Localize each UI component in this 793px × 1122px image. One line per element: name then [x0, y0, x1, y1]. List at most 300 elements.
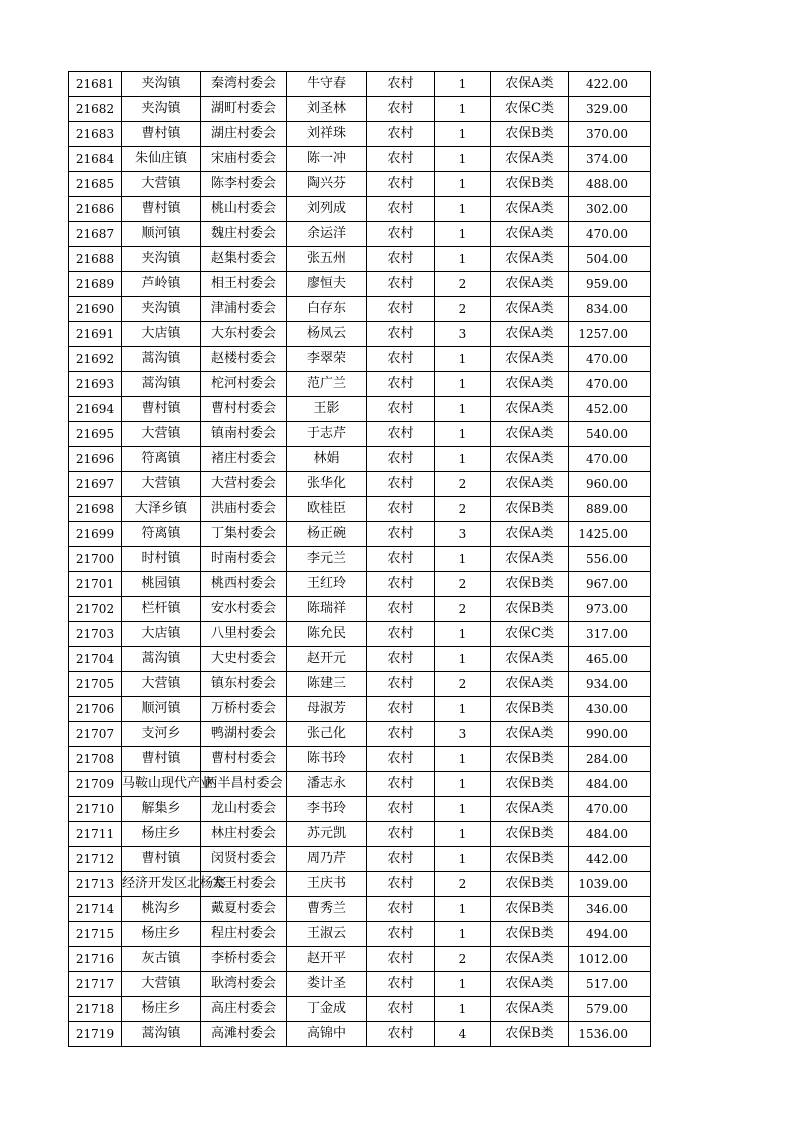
- table-row: [69, 147, 651, 172]
- area-type-cell: 农村: [367, 272, 435, 297]
- record-id-cell: 21695: [69, 422, 122, 447]
- record-id-cell: 21703: [69, 622, 122, 647]
- household-count-cell: 2: [435, 297, 491, 322]
- amount-cell: 934.00: [569, 672, 651, 697]
- record-id-cell: 21682: [69, 97, 122, 122]
- record-id-cell: 21698: [69, 497, 122, 522]
- record-id-cell: 21692: [69, 347, 122, 372]
- insurance-class-cell: 农保A类: [491, 422, 569, 447]
- village-committee-cell: 相王村委会: [201, 272, 287, 297]
- amount-cell: 374.00: [569, 147, 651, 172]
- village-committee-cell: 大王村委会: [201, 872, 287, 897]
- amount-cell: 470.00: [569, 797, 651, 822]
- table-row: [69, 1022, 651, 1047]
- town-cell: 夹沟镇: [122, 247, 201, 272]
- record-id-cell: 21690: [69, 297, 122, 322]
- person-name-cell: 丁金成: [287, 997, 367, 1022]
- household-count-cell: 1: [435, 847, 491, 872]
- table-row: [69, 472, 651, 497]
- village-committee-cell: 柁河村委会: [201, 372, 287, 397]
- household-count-cell: 1: [435, 247, 491, 272]
- household-count-cell: 1: [435, 347, 491, 372]
- household-count-cell: 1: [435, 447, 491, 472]
- household-count-cell: 1: [435, 747, 491, 772]
- household-count-cell: 1: [435, 997, 491, 1022]
- record-id-cell: 21691: [69, 322, 122, 347]
- table-row: [69, 72, 651, 97]
- insurance-class-cell: 农保A类: [491, 147, 569, 172]
- area-type-cell: 农村: [367, 447, 435, 472]
- town-cell: 朱仙庄镇: [122, 147, 201, 172]
- amount-cell: 517.00: [569, 972, 651, 997]
- area-type-cell: 农村: [367, 647, 435, 672]
- village-committee-cell: 程庄村委会: [201, 922, 287, 947]
- person-name-cell: 刘圣林: [287, 97, 367, 122]
- insurance-class-cell: 农保A类: [491, 372, 569, 397]
- village-committee-cell: 李桥村委会: [201, 947, 287, 972]
- person-name-cell: 李元兰: [287, 547, 367, 572]
- amount-cell: 465.00: [569, 647, 651, 672]
- insurance-class-cell: 农保A类: [491, 397, 569, 422]
- village-committee-cell: 镇东村委会: [201, 672, 287, 697]
- insurance-class-cell: 农保A类: [491, 972, 569, 997]
- household-count-cell: 1: [435, 772, 491, 797]
- insurance-class-cell: 农保A类: [491, 247, 569, 272]
- area-type-cell: 农村: [367, 922, 435, 947]
- household-count-cell: 2: [435, 497, 491, 522]
- insurance-class-cell: 农保A类: [491, 722, 569, 747]
- table-row: [69, 697, 651, 722]
- record-id-cell: 21707: [69, 722, 122, 747]
- record-id-cell: 21713: [69, 872, 122, 897]
- person-name-cell: 张五州: [287, 247, 367, 272]
- area-type-cell: 农村: [367, 322, 435, 347]
- insurance-class-cell: 农保A类: [491, 447, 569, 472]
- record-id-cell: 21714: [69, 897, 122, 922]
- town-cell: 曹村镇: [122, 397, 201, 422]
- household-count-cell: 1: [435, 647, 491, 672]
- insurance-class-cell: 农保B类: [491, 822, 569, 847]
- household-count-cell: 4: [435, 1022, 491, 1047]
- area-type-cell: 农村: [367, 1022, 435, 1047]
- amount-cell: 488.00: [569, 172, 651, 197]
- area-type-cell: 农村: [367, 797, 435, 822]
- table-row: [69, 597, 651, 622]
- town-cell: 桃沟乡: [122, 897, 201, 922]
- household-count-cell: 1: [435, 122, 491, 147]
- insurance-class-cell: 农保B类: [491, 597, 569, 622]
- person-name-cell: 李书玲: [287, 797, 367, 822]
- amount-cell: 470.00: [569, 347, 651, 372]
- table-row: [69, 647, 651, 672]
- insurance-class-cell: 农保A类: [491, 647, 569, 672]
- town-cell: 曹村镇: [122, 747, 201, 772]
- area-type-cell: 农村: [367, 672, 435, 697]
- table-row: [69, 522, 651, 547]
- town-cell: 曹村镇: [122, 122, 201, 147]
- person-name-cell: 赵开元: [287, 647, 367, 672]
- record-id-cell: 21711: [69, 822, 122, 847]
- town-cell: 顺河镇: [122, 222, 201, 247]
- amount-cell: 1012.00: [569, 947, 651, 972]
- town-cell: 时村镇: [122, 547, 201, 572]
- amount-cell: 1039.00: [569, 872, 651, 897]
- area-type-cell: 农村: [367, 997, 435, 1022]
- town-cell: 大营镇: [122, 422, 201, 447]
- person-name-cell: 杨正碗: [287, 522, 367, 547]
- insurance-class-cell: 农保A类: [491, 797, 569, 822]
- town-cell: 大营镇: [122, 172, 201, 197]
- town-cell: 顺河镇: [122, 697, 201, 722]
- table-row: [69, 547, 651, 572]
- household-count-cell: 2: [435, 572, 491, 597]
- person-name-cell: 陈建三: [287, 672, 367, 697]
- record-id-cell: 21693: [69, 372, 122, 397]
- person-name-cell: 陈瑞祥: [287, 597, 367, 622]
- town-cell: 蒿沟镇: [122, 647, 201, 672]
- area-type-cell: 农村: [367, 872, 435, 897]
- insurance-class-cell: 农保A类: [491, 272, 569, 297]
- amount-cell: 284.00: [569, 747, 651, 772]
- area-type-cell: 农村: [367, 547, 435, 572]
- town-cell: 芦岭镇: [122, 272, 201, 297]
- person-name-cell: 于志芹: [287, 422, 367, 447]
- village-committee-cell: 褚庄村委会: [201, 447, 287, 472]
- person-name-cell: 娄计圣: [287, 972, 367, 997]
- area-type-cell: 农村: [367, 597, 435, 622]
- insurance-class-cell: 农保A类: [491, 72, 569, 97]
- village-committee-cell: 陈李村委会: [201, 172, 287, 197]
- household-count-cell: 3: [435, 522, 491, 547]
- record-id-cell: 21696: [69, 447, 122, 472]
- person-name-cell: 刘祥珠: [287, 122, 367, 147]
- household-count-cell: 2: [435, 947, 491, 972]
- town-cell: 大营镇: [122, 472, 201, 497]
- insurance-class-cell: 农保A类: [491, 522, 569, 547]
- person-name-cell: 张华化: [287, 472, 367, 497]
- person-name-cell: 母淑芳: [287, 697, 367, 722]
- record-id-cell: 21717: [69, 972, 122, 997]
- area-type-cell: 农村: [367, 297, 435, 322]
- area-type-cell: 农村: [367, 847, 435, 872]
- person-name-cell: 刘列成: [287, 197, 367, 222]
- town-cell: 夹沟镇: [122, 297, 201, 322]
- village-committee-cell: 闵贤村委会: [201, 847, 287, 872]
- amount-cell: 540.00: [569, 422, 651, 447]
- amount-cell: 504.00: [569, 247, 651, 272]
- person-name-cell: 曹秀兰: [287, 897, 367, 922]
- insurance-class-cell: 农保A类: [491, 672, 569, 697]
- village-committee-cell: 丁集村委会: [201, 522, 287, 547]
- town-cell: 蒿沟镇: [122, 347, 201, 372]
- table-row: [69, 122, 651, 147]
- person-name-cell: 王影: [287, 397, 367, 422]
- record-id-cell: 21697: [69, 472, 122, 497]
- area-type-cell: 农村: [367, 947, 435, 972]
- area-type-cell: 农村: [367, 72, 435, 97]
- village-committee-cell: 镇南村委会: [201, 422, 287, 447]
- household-count-cell: 1: [435, 922, 491, 947]
- village-committee-cell: 湖町村委会: [201, 97, 287, 122]
- table-row: [69, 722, 651, 747]
- table-row: [69, 822, 651, 847]
- insurance-class-cell: 农保A类: [491, 347, 569, 372]
- record-id-cell: 21681: [69, 72, 122, 97]
- amount-cell: 960.00: [569, 472, 651, 497]
- amount-cell: 484.00: [569, 822, 651, 847]
- record-id-cell: 21702: [69, 597, 122, 622]
- insurance-class-cell: 农保A类: [491, 297, 569, 322]
- household-count-cell: 1: [435, 197, 491, 222]
- village-committee-cell: 桃西村委会: [201, 572, 287, 597]
- household-count-cell: 1: [435, 397, 491, 422]
- town-cell: 解集乡: [122, 797, 201, 822]
- town-cell: 栏杆镇: [122, 597, 201, 622]
- record-id-cell: 21709: [69, 772, 122, 797]
- amount-cell: 889.00: [569, 497, 651, 522]
- household-count-cell: 1: [435, 547, 491, 572]
- table-row: [69, 172, 651, 197]
- household-count-cell: 1: [435, 622, 491, 647]
- record-id-cell: 21689: [69, 272, 122, 297]
- record-id-cell: 21708: [69, 747, 122, 772]
- town-cell: 马鞍山现代产业: [122, 772, 201, 797]
- record-id-cell: 21700: [69, 547, 122, 572]
- insurance-class-cell: 农保B类: [491, 572, 569, 597]
- insurance-class-cell: 农保B类: [491, 172, 569, 197]
- record-id-cell: 21699: [69, 522, 122, 547]
- household-count-cell: 2: [435, 872, 491, 897]
- village-committee-cell: 安水村委会: [201, 597, 287, 622]
- person-name-cell: 苏元凯: [287, 822, 367, 847]
- village-committee-cell: 万桥村委会: [201, 697, 287, 722]
- area-type-cell: 农村: [367, 822, 435, 847]
- person-name-cell: 林娟: [287, 447, 367, 472]
- town-cell: 支河乡: [122, 722, 201, 747]
- person-name-cell: 王淑云: [287, 922, 367, 947]
- amount-cell: 967.00: [569, 572, 651, 597]
- record-id-cell: 21705: [69, 672, 122, 697]
- insurance-class-cell: 农保A类: [491, 947, 569, 972]
- area-type-cell: 农村: [367, 222, 435, 247]
- village-committee-cell: 林庄村委会: [201, 822, 287, 847]
- village-committee-cell: 戴夏村委会: [201, 897, 287, 922]
- amount-cell: 834.00: [569, 297, 651, 322]
- person-name-cell: 李翠荣: [287, 347, 367, 372]
- person-name-cell: 潘志永: [287, 772, 367, 797]
- table-row: [69, 672, 651, 697]
- amount-cell: 484.00: [569, 772, 651, 797]
- record-id-cell: 21688: [69, 247, 122, 272]
- town-cell: 符离镇: [122, 522, 201, 547]
- record-id-cell: 21701: [69, 572, 122, 597]
- insurance-class-cell: 农保B类: [491, 1022, 569, 1047]
- amount-cell: 1536.00: [569, 1022, 651, 1047]
- table-row: [69, 872, 651, 897]
- village-committee-cell: 鸭湖村委会: [201, 722, 287, 747]
- amount-cell: 470.00: [569, 447, 651, 472]
- area-type-cell: 农村: [367, 622, 435, 647]
- town-cell: 蒿沟镇: [122, 1022, 201, 1047]
- area-type-cell: 农村: [367, 122, 435, 147]
- household-count-cell: 1: [435, 72, 491, 97]
- table-row: [69, 847, 651, 872]
- record-id-cell: 21686: [69, 197, 122, 222]
- table-row: [69, 997, 651, 1022]
- table-row: [69, 347, 651, 372]
- household-count-cell: 1: [435, 222, 491, 247]
- amount-cell: 494.00: [569, 922, 651, 947]
- amount-cell: 422.00: [569, 72, 651, 97]
- town-cell: 灰古镇: [122, 947, 201, 972]
- insurance-class-cell: 农保A类: [491, 472, 569, 497]
- person-name-cell: 陶兴芬: [287, 172, 367, 197]
- amount-cell: 579.00: [569, 997, 651, 1022]
- amount-cell: 346.00: [569, 897, 651, 922]
- town-cell: 大店镇: [122, 322, 201, 347]
- person-name-cell: 白存东: [287, 297, 367, 322]
- village-committee-cell: 高滩村委会: [201, 1022, 287, 1047]
- town-cell: 夹沟镇: [122, 97, 201, 122]
- record-id-cell: 21694: [69, 397, 122, 422]
- table-row: [69, 222, 651, 247]
- records-table: [68, 71, 651, 1047]
- person-name-cell: 周乃芹: [287, 847, 367, 872]
- area-type-cell: 农村: [367, 347, 435, 372]
- amount-cell: 973.00: [569, 597, 651, 622]
- household-count-cell: 1: [435, 897, 491, 922]
- amount-cell: 317.00: [569, 622, 651, 647]
- table-row: [69, 297, 651, 322]
- insurance-class-cell: 农保A类: [491, 222, 569, 247]
- area-type-cell: 农村: [367, 897, 435, 922]
- table-row: [69, 447, 651, 472]
- household-count-cell: 3: [435, 722, 491, 747]
- village-committee-cell: 龙山村委会: [201, 797, 287, 822]
- table-row: [69, 497, 651, 522]
- village-committee-cell: 津浦村委会: [201, 297, 287, 322]
- household-count-cell: 2: [435, 472, 491, 497]
- household-count-cell: 2: [435, 272, 491, 297]
- household-count-cell: 1: [435, 147, 491, 172]
- household-count-cell: 1: [435, 822, 491, 847]
- person-name-cell: 陈书玲: [287, 747, 367, 772]
- amount-cell: 452.00: [569, 397, 651, 422]
- household-count-cell: 1: [435, 697, 491, 722]
- village-committee-cell: 桃山村委会: [201, 197, 287, 222]
- village-committee-cell: 高庄村委会: [201, 997, 287, 1022]
- town-cell: 大营镇: [122, 972, 201, 997]
- area-type-cell: 农村: [367, 697, 435, 722]
- insurance-class-cell: 农保B类: [491, 772, 569, 797]
- town-cell: 桃园镇: [122, 572, 201, 597]
- village-committee-cell: 湖庄村委会: [201, 122, 287, 147]
- amount-cell: 302.00: [569, 197, 651, 222]
- household-count-cell: 1: [435, 422, 491, 447]
- village-committee-cell: 时南村委会: [201, 547, 287, 572]
- town-cell: 曹村镇: [122, 197, 201, 222]
- area-type-cell: 农村: [367, 572, 435, 597]
- insurance-class-cell: 农保A类: [491, 547, 569, 572]
- amount-cell: 442.00: [569, 847, 651, 872]
- person-name-cell: 牛守春: [287, 72, 367, 97]
- table-row: [69, 272, 651, 297]
- town-cell: 杨庄乡: [122, 822, 201, 847]
- amount-cell: 470.00: [569, 222, 651, 247]
- household-count-cell: 1: [435, 972, 491, 997]
- person-name-cell: 张己化: [287, 722, 367, 747]
- area-type-cell: 农村: [367, 772, 435, 797]
- town-cell: 曹村镇: [122, 847, 201, 872]
- insurance-class-cell: 农保B类: [491, 697, 569, 722]
- table-row: [69, 97, 651, 122]
- record-id-cell: 21685: [69, 172, 122, 197]
- table-row: [69, 197, 651, 222]
- village-committee-cell: 大营村委会: [201, 472, 287, 497]
- area-type-cell: 农村: [367, 722, 435, 747]
- amount-cell: 556.00: [569, 547, 651, 572]
- town-cell: 大泽乡镇: [122, 497, 201, 522]
- table-row: [69, 897, 651, 922]
- person-name-cell: 陈允民: [287, 622, 367, 647]
- area-type-cell: 农村: [367, 522, 435, 547]
- village-committee-cell: 赵楼村委会: [201, 347, 287, 372]
- area-type-cell: 农村: [367, 247, 435, 272]
- village-committee-cell: 宋庙村委会: [201, 147, 287, 172]
- area-type-cell: 农村: [367, 472, 435, 497]
- insurance-class-cell: 农保C类: [491, 622, 569, 647]
- table-row: [69, 322, 651, 347]
- village-committee-cell: 八里村委会: [201, 622, 287, 647]
- amount-cell: 470.00: [569, 372, 651, 397]
- person-name-cell: 廖恒夫: [287, 272, 367, 297]
- record-id-cell: 21706: [69, 697, 122, 722]
- insurance-class-cell: 农保B类: [491, 897, 569, 922]
- village-committee-cell: 耿湾村委会: [201, 972, 287, 997]
- person-name-cell: 王红玲: [287, 572, 367, 597]
- table-row: [69, 772, 651, 797]
- record-id-cell: 21684: [69, 147, 122, 172]
- area-type-cell: 农村: [367, 97, 435, 122]
- amount-cell: 959.00: [569, 272, 651, 297]
- records-table-body: [69, 72, 651, 1047]
- insurance-class-cell: 农保A类: [491, 197, 569, 222]
- village-committee-cell: 洪庙村委会: [201, 497, 287, 522]
- table-row: [69, 372, 651, 397]
- insurance-class-cell: 农保B类: [491, 922, 569, 947]
- household-count-cell: 3: [435, 322, 491, 347]
- village-committee-cell: 大东村委会: [201, 322, 287, 347]
- amount-cell: 1425.00: [569, 522, 651, 547]
- area-type-cell: 农村: [367, 497, 435, 522]
- table-row: [69, 797, 651, 822]
- village-committee-cell: 曹村村委会: [201, 747, 287, 772]
- household-count-cell: 1: [435, 797, 491, 822]
- household-count-cell: 1: [435, 172, 491, 197]
- village-committee-cell: 大史村委会: [201, 647, 287, 672]
- person-name-cell: 欧桂臣: [287, 497, 367, 522]
- record-id-cell: 21683: [69, 122, 122, 147]
- town-cell: 蒿沟镇: [122, 372, 201, 397]
- town-cell: 大店镇: [122, 622, 201, 647]
- town-cell: 大营镇: [122, 672, 201, 697]
- table-row: [69, 747, 651, 772]
- table-row: [69, 972, 651, 997]
- amount-cell: 1257.00: [569, 322, 651, 347]
- person-name-cell: 余运洋: [287, 222, 367, 247]
- area-type-cell: 农村: [367, 147, 435, 172]
- record-id-cell: 21712: [69, 847, 122, 872]
